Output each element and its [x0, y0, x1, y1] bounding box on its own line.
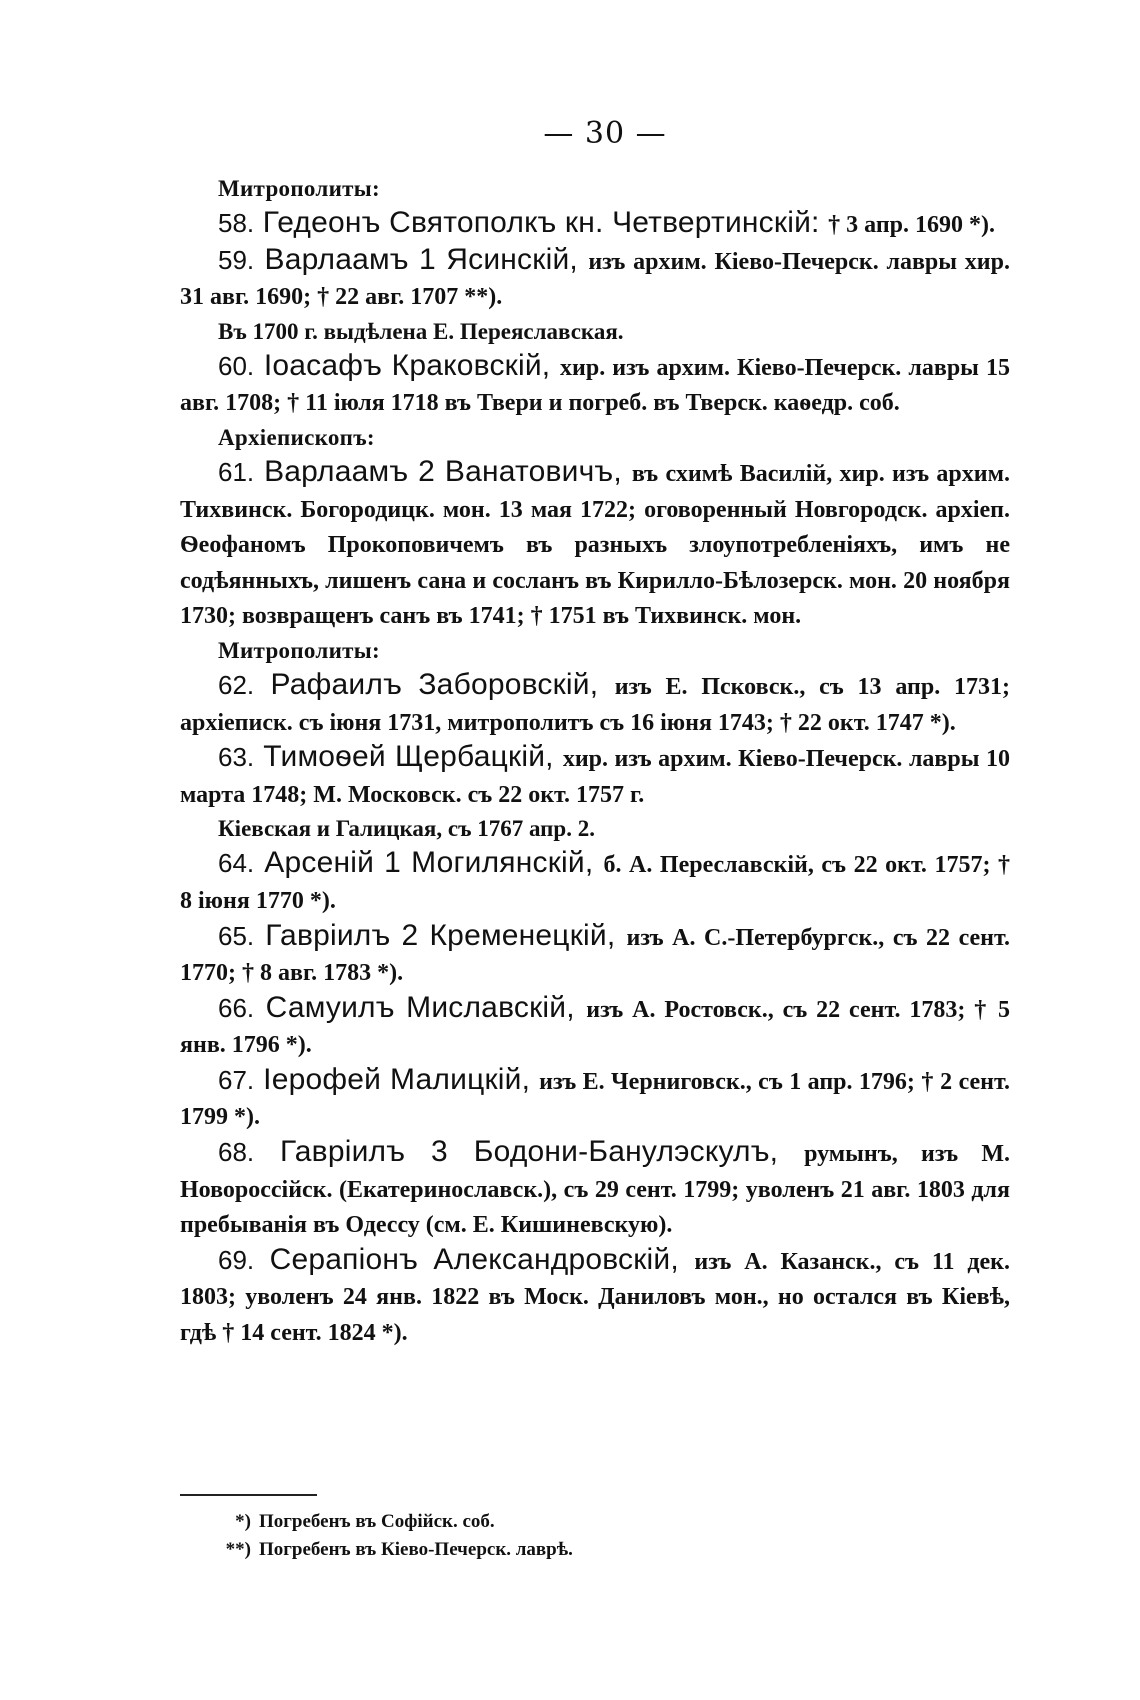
entry-name: Рафаилъ Заборовскій,: [270, 667, 599, 701]
entry-61: [180, 455, 1010, 634]
entry-64: [180, 846, 1010, 918]
entry-number: 65.: [218, 920, 255, 951]
entry-details: изъ А. С.-Петербургск., съ 22 сент. 1770; † 8 авг. 1783 *).: [180, 924, 1010, 987]
entry-66: [180, 991, 1010, 1063]
entry-63: [180, 740, 1010, 812]
entry-name: Гедеонъ Святополкъ кн. Четвертинскій:: [262, 206, 820, 239]
entry-number: 59.: [218, 244, 255, 275]
entry-name: Гавріилъ 3 Бодони-Банулэскулъ,: [280, 1135, 779, 1169]
section-head: Митрополиты:: [218, 637, 380, 663]
entry-number: 58.: [218, 208, 255, 238]
entry-details: изъ архим. Кіево-Печерск. лавры хир. 31 авг. 1690; † 22 авг. 1707 **).: [180, 248, 1010, 311]
entry-details: румынъ, изъ М. Новороссійск. (Екатеринославск.), съ 29 сент. 1799; уволенъ 21 авг. 1803 для пребыванія въ Одессу (см. Е. Кишиневскую).: [180, 1141, 1010, 1239]
entry-name: Іоасафъ Краковскій,: [263, 348, 551, 382]
entry-69: [180, 1243, 1010, 1351]
footnote-divider: [180, 1494, 317, 1496]
entry-details: въ схимѣ Василій, хир. изъ архим. Тихвинск. Богородицк. мон. 13 мая 1722; оговоренный Новгородск. архіеп. Ѳеофаномъ Прокоповичемъ въ разныхъ злоупотребленіяхъ, имъ не содѣянныхъ, лишенъ сана и сосланъ въ Кирилло-Бѣлозерск. мон. 20 ноября 1730; возвращенъ санъ въ 1741; † 1751 въ Тихвинск. мон.: [180, 460, 1010, 630]
entry-details: изъ А. Ростовск., съ 22 сент. 1783; † 5 янв. 1796 *).: [180, 996, 1010, 1059]
entry-name: Гавріилъ 2 Кременецкій,: [265, 918, 616, 952]
entry-details: хир. изъ архим. Кіево-Печерск. лавры 10 марта 1748; М. Московск. съ 22 окт. 1757 г.: [180, 746, 1011, 808]
entry-58: [180, 206, 1010, 243]
entry-60: [180, 349, 1010, 421]
entry-details: изъ Е. Черниговск., съ 1 апр. 1796; † 2 сент. 1799 *).: [180, 1068, 1010, 1131]
entry-67: [180, 1063, 1010, 1135]
page-body: [180, 112, 1010, 1351]
entry-name: Арсеній 1 Могилянскій,: [264, 846, 594, 880]
entry-name: Самуилъ Миславскій,: [265, 990, 575, 1024]
footnote-mark: **): [225, 1539, 251, 1560]
entry-name: Тимоѳей Щербацкій,: [263, 740, 554, 774]
entry-number: 63.: [218, 742, 255, 773]
footnote-2: [215, 1536, 915, 1564]
entry-name: Варлаамъ 2 Ванатовичъ,: [264, 454, 622, 488]
entry-number: 68.: [218, 1137, 255, 1168]
entry-number: 62.: [218, 669, 255, 700]
note-line: Кіевская и Галицкая, съ 1767 апр. 2.: [218, 816, 595, 842]
note-line: Въ 1700 г. выдѣлена Е. Переяславская.: [218, 318, 624, 344]
entry-68: [180, 1135, 1010, 1243]
footnote-mark: *): [235, 1511, 251, 1532]
entry-number: 60.: [218, 350, 255, 381]
entry-details: † 3 апр. 1690 *).: [828, 212, 996, 238]
entry-details: изъ А. Казанск., съ 11 дек. 1803; уволенъ 24 янв. 1822 въ Моск. Даниловъ мон., но остался въ Кіевѣ, гдѣ † 14 сент. 1824 *).: [180, 1248, 1011, 1347]
entry-name: Варлаамъ 1 Ясинскій,: [264, 242, 578, 276]
entry-number: 67.: [218, 1064, 255, 1095]
entry-details: изъ Е. Псковск., съ 13 апр. 1731; архіеписк. съ іюня 1731, митрополитъ съ 16 іюня 1743; † 22 окт. 1747 *).: [180, 673, 1011, 736]
section-head: Архіепископъ:: [218, 424, 375, 450]
footnote-text: Погребенъ въ Софійск. соб.: [259, 1511, 495, 1532]
entry-62: [180, 668, 1010, 740]
entry-name: Серапіонъ Александровскій,: [269, 1242, 679, 1276]
entry-number: 66.: [218, 992, 255, 1023]
entry-number: 64.: [218, 848, 255, 879]
section-head: Митрополиты:: [218, 176, 380, 201]
entry-details: хир. изъ архим. Кіево-Печерск. лавры 15 авг. 1708; † 11 іюля 1718 въ Твери и погреб. въ Тверск. каѳедр. соб.: [180, 354, 1010, 417]
entry-59: [180, 243, 1010, 315]
entry-details: б. А. Переславскій, съ 22 окт. 1757; † 8 іюня 1770 *).: [180, 852, 1010, 914]
footnote-text: Погребенъ въ Кіево-Печерск. лаврѣ.: [259, 1539, 573, 1560]
footnote-1: [215, 1508, 915, 1536]
page-number: — 30 —: [543, 116, 667, 151]
footnotes: [215, 1508, 915, 1564]
entry-name: Іерофей Малицкій,: [263, 1062, 531, 1096]
entry-65: [180, 919, 1010, 991]
entry-number: 69.: [218, 1244, 255, 1275]
entry-number: 61.: [218, 456, 255, 487]
